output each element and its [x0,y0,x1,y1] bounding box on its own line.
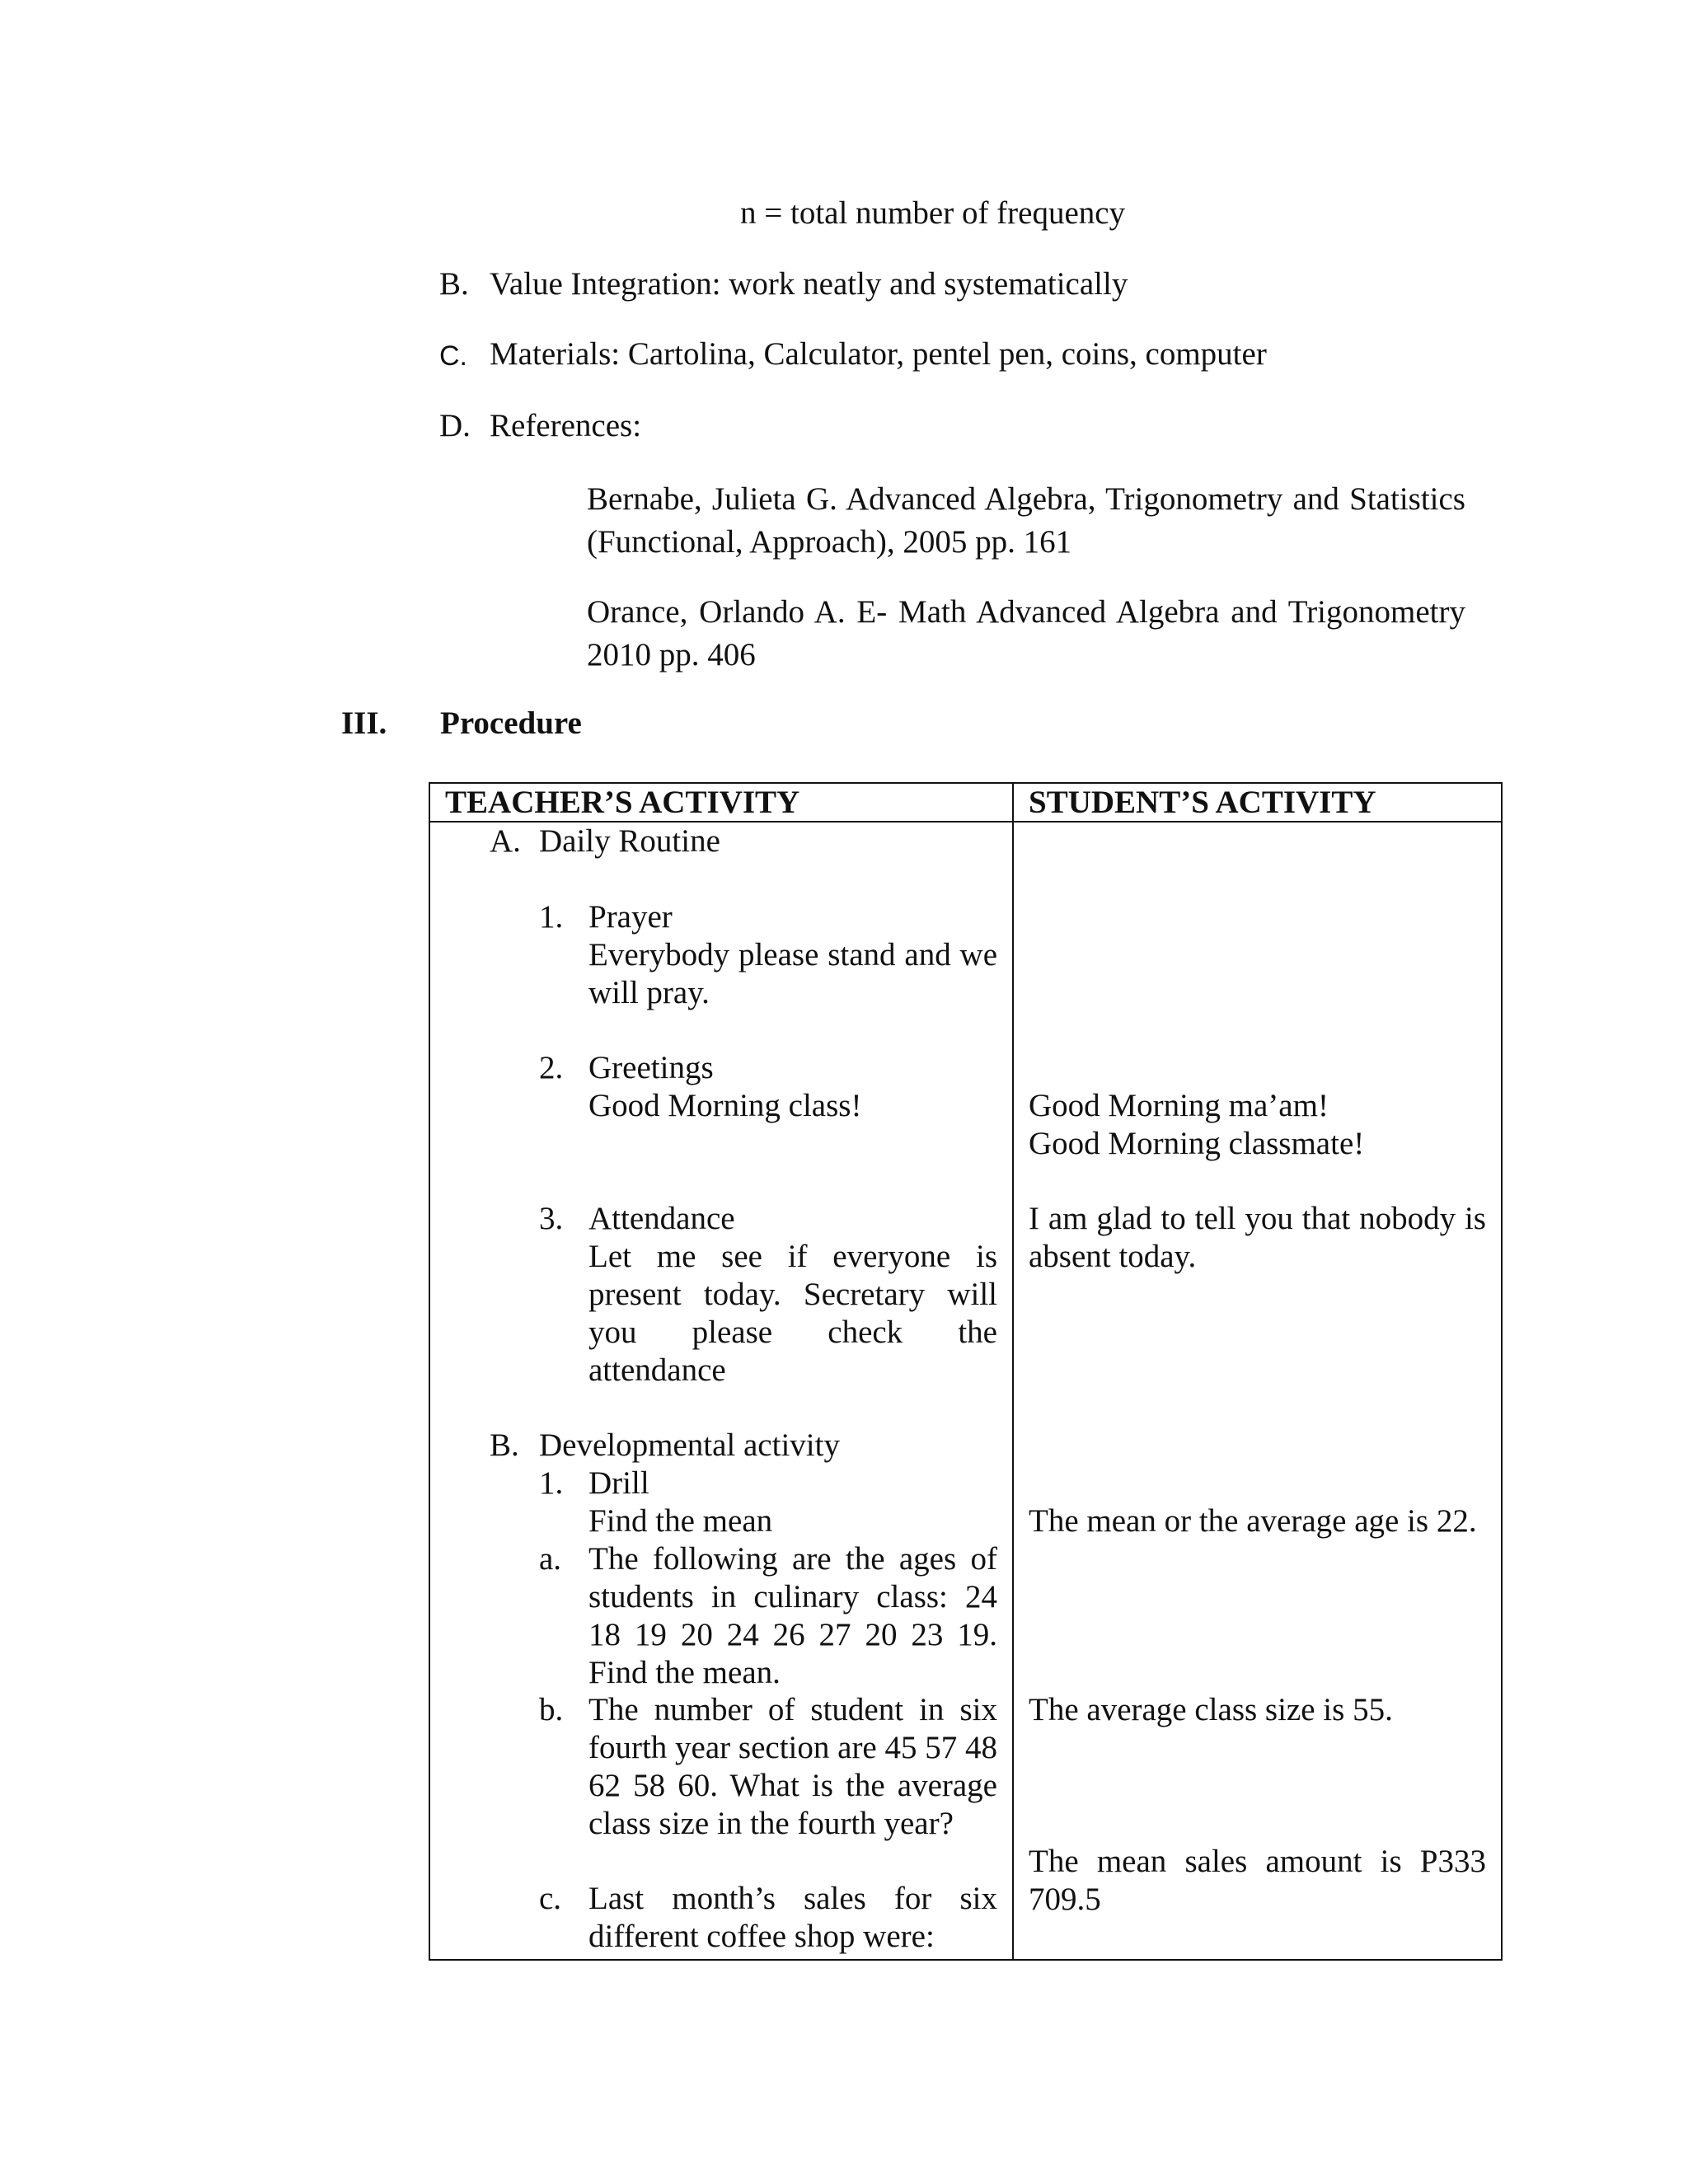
drill-a-letter: a. [539,1541,562,1577]
formula-note: n = total number of frequency [740,195,1126,231]
attendance-text: Let me see if everyone is present today. Secretary will you please check the attendance [588,1239,997,1388]
prayer-text: Everybody please stand and we will pray. [588,937,997,1010]
drill-c-letter: c. [539,1881,562,1916]
student-drill-c: The mean sales amount is P333 709.5 [1029,1844,1486,1917]
greetings-number: 2. [539,1050,564,1085]
section-d-letter: D. [439,408,471,443]
student-greeting-2: Good Morning classmate! [1029,1126,1365,1161]
drill-instruction: Find the mean [588,1503,773,1539]
drill-b-letter: b. [539,1692,564,1727]
prayer-title: Prayer [588,899,673,935]
student-drill-b: The average class size is 55. [1029,1692,1393,1727]
daily-routine-letter: A. [490,823,521,859]
drill-b-text: The number of student in six fourth year section are 45 57 48 62 58 60. What is the average class size in the fourth year? [588,1692,997,1841]
teacher-activity-cell [429,822,1013,1960]
drill-a-text: The following are the ages of students in culinary class: 24 18 19 20 24 26 27 20 23 19. Find the mean. [588,1541,997,1690]
drill-c-text: Last month’s sales for six different coffee shop were: [588,1881,997,1954]
student-drill-a: The mean or the average age is 22. [1029,1503,1477,1539]
table-body-row [429,822,1502,1960]
student-attendance: I am glad to tell you that nobody is absent today. [1029,1201,1486,1274]
attendance-title: Attendance [588,1201,735,1236]
reference-1: Bernabe, Julieta G. Advanced Algebra, Trigonometry and Statistics (Functional, Approach), 2005 pp. 161 [587,481,1465,560]
section-b-text: Value Integration: work neatly and systematically [490,266,1128,302]
drill-number: 1. [539,1465,564,1501]
procedure-number: III. [341,705,387,741]
developmental-letter: B. [490,1427,519,1463]
student-activity-header: STUDENT’S ACTIVITY [1013,783,1502,822]
reference-2: Orance, Orlando A. E- Math Advanced Algebra and Trigonometry 2010 pp. 406 [587,594,1465,673]
section-d-text: References: [490,408,642,443]
procedure-table [429,782,1503,1961]
drill-title: Drill [588,1465,649,1501]
student-activity-cell [1013,822,1502,1960]
section-c-letter: C. [439,340,467,372]
prayer-number: 1. [539,899,564,935]
teacher-activity-header: TEACHER’S ACTIVITY [429,783,1013,822]
greetings-title: Greetings [588,1050,714,1085]
table-header-row [429,783,1502,822]
section-c-text: Materials: Cartolina, Calculator, pentel pen, coins, computer [490,336,1267,372]
greetings-text: Good Morning class! [588,1088,862,1123]
procedure-title: Procedure [440,705,582,741]
daily-routine-title: Daily Routine [539,823,720,859]
section-b-letter: B. [439,266,469,302]
developmental-title: Developmental activity [539,1427,840,1463]
attendance-number: 3. [539,1201,564,1236]
student-greeting-1: Good Morning ma’am! [1029,1088,1329,1123]
